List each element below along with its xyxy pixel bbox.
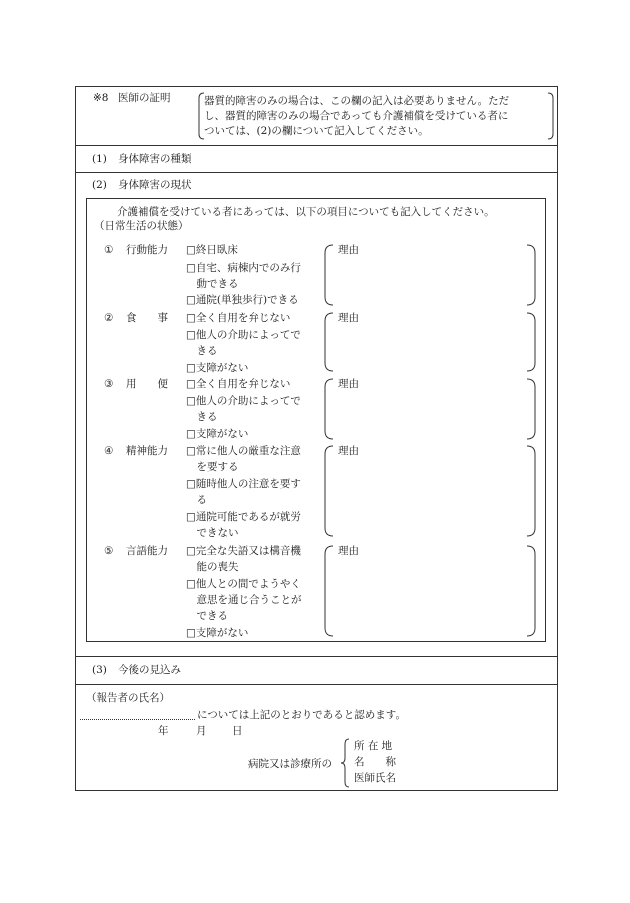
date-day: 日 <box>232 725 243 737</box>
item-label: 言語能力 <box>126 545 168 557</box>
hospital-label: 病院又は診療所の <box>248 758 332 770</box>
item-label: 用 便 <box>126 378 168 390</box>
option-checkbox[interactable]: □完全な失語又は構音機 <box>186 545 301 557</box>
reason-bracket-left <box>322 545 334 637</box>
header-note-line: ついては、(2)の欄について記入してください。 <box>204 125 429 137</box>
section1-number: (1) <box>92 153 107 165</box>
option-text: る <box>186 494 207 506</box>
item-number: ② <box>104 312 114 324</box>
option-text: を要する <box>186 461 239 473</box>
option-checkbox[interactable]: □随時他人の注意を要す <box>186 478 301 490</box>
section2-subtitle: （日常生活の状態） <box>94 220 189 232</box>
reason-bracket-right <box>526 545 538 637</box>
option-text: できる <box>186 610 228 622</box>
reason-bracket-left <box>322 378 334 440</box>
item-number: ⑤ <box>104 545 114 557</box>
reason-bracket-left <box>322 312 334 372</box>
section2-number: (2) <box>92 179 107 191</box>
option-checkbox[interactable]: □他人の介助によってで <box>186 329 301 341</box>
hospital-field-doctor: 医師氏名 <box>354 772 396 784</box>
option-text: きる <box>186 345 218 357</box>
option-checkbox[interactable]: □全く自用を弁じない <box>186 378 291 390</box>
section3-number: (3) <box>92 664 107 676</box>
reason-label: 理由 <box>338 312 359 324</box>
option-checkbox[interactable]: □支障がない <box>186 627 249 639</box>
option-checkbox[interactable]: □支障がない <box>186 362 249 374</box>
option-checkbox[interactable]: □通院可能であるが就労 <box>186 511 301 523</box>
item-number: ③ <box>104 378 114 390</box>
item-number: ① <box>104 244 114 256</box>
option-checkbox[interactable]: □支障がない <box>186 428 249 440</box>
option-text: 意思を通じ合うことが <box>186 594 302 606</box>
reason-label: 理由 <box>338 445 359 457</box>
section3-title: 今後の見込み <box>118 664 181 676</box>
section1-title: 身体障害の種類 <box>118 153 192 165</box>
option-checkbox[interactable]: □通院(単独歩行)できる <box>186 294 299 306</box>
note-bracket-right <box>546 92 556 140</box>
item-label: 食 事 <box>126 312 168 324</box>
option-checkbox[interactable]: □自宅、病棟内でのみ行 <box>186 262 301 274</box>
section2-intro: 介護補償を受けている者にあっては、以下の項目についても記入してください。 <box>117 206 495 218</box>
reason-bracket-right <box>526 378 538 440</box>
option-checkbox[interactable]: □全く自用を弁じない <box>186 312 291 324</box>
option-checkbox[interactable]: □他人の介助によってで <box>186 395 301 407</box>
header-note-line: し、器質的障害のみの場合であっても介護補償を受けている者に <box>204 110 509 122</box>
header-title: 医師の証明 <box>118 92 171 104</box>
row-divider <box>75 145 558 146</box>
row-divider <box>75 172 558 173</box>
reason-label: 理由 <box>338 545 359 557</box>
row-divider <box>75 684 558 685</box>
reason-bracket-left <box>322 244 334 306</box>
reason-bracket-left <box>322 445 334 537</box>
date-year: 年 <box>158 725 169 737</box>
reason-bracket-right <box>526 312 538 372</box>
reason-bracket-right <box>526 445 538 537</box>
certify-text: については上記のとおりであると認めます。 <box>197 709 406 721</box>
hospital-brace <box>339 738 351 788</box>
hospital-field-address: 所 在 地 <box>354 740 393 752</box>
section2-inner-box <box>86 198 546 642</box>
item-label: 精神能力 <box>126 445 168 457</box>
option-checkbox[interactable]: □常に他人の厳重な注意 <box>186 445 301 457</box>
option-checkbox[interactable]: □終日臥床 <box>186 244 238 256</box>
date-month: 月 <box>196 725 207 737</box>
hospital-field-name: 名 称 <box>354 756 396 768</box>
reason-bracket-right <box>526 244 538 306</box>
option-checkbox[interactable]: □他人との間でようやく <box>186 578 301 590</box>
reporter-label: （報告者の氏名） <box>86 692 170 704</box>
header-note-line: 器質的障害のみの場合は、この欄の記入は必要ありません。ただ <box>204 95 510 107</box>
reporter-name-line[interactable] <box>80 719 195 720</box>
option-text: できない <box>186 527 239 539</box>
item-label: 行動能力 <box>126 244 168 256</box>
header-number: ※8 <box>93 92 109 104</box>
option-text: きる <box>186 411 218 423</box>
section2-title: 身体障害の現状 <box>118 179 192 191</box>
reason-label: 理由 <box>338 378 359 390</box>
item-number: ④ <box>104 445 114 457</box>
reason-label: 理由 <box>338 244 359 256</box>
option-text: 動できる <box>186 278 239 290</box>
option-text: 能の喪失 <box>186 561 239 573</box>
row-divider <box>75 656 558 657</box>
